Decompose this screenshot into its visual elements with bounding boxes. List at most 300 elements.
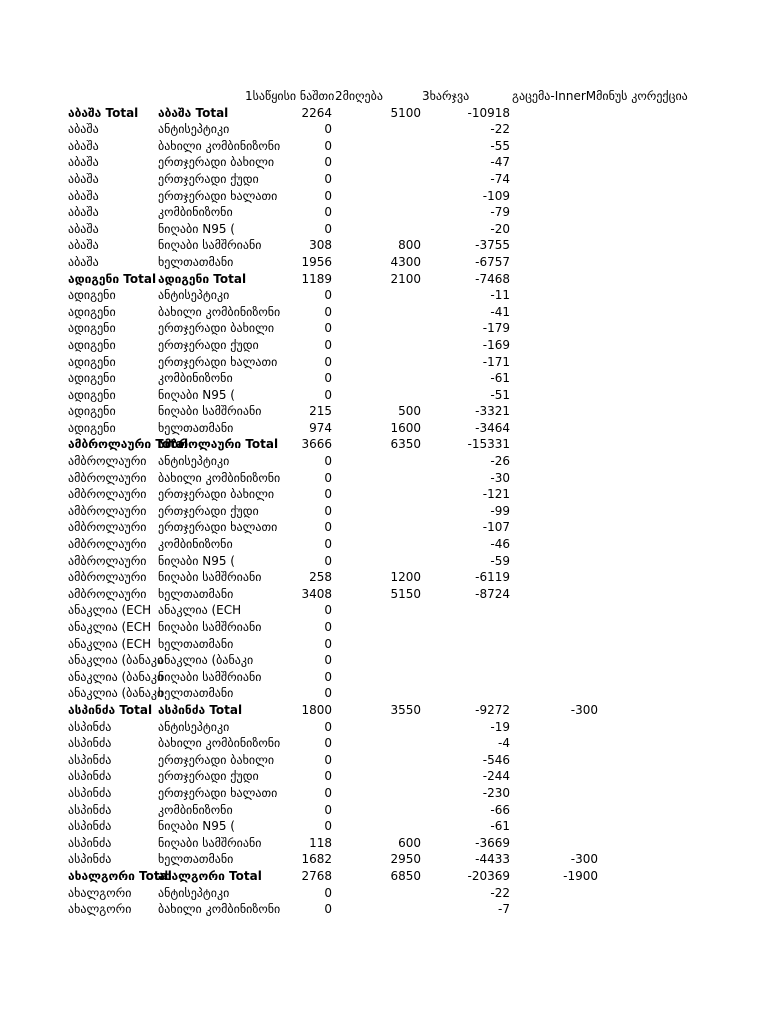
table-row (0, 470, 768, 487)
start-cell: 0 (324, 719, 332, 734)
received-cell (340, 154, 421, 171)
item-cell: ნიღაბი სამშრიანი (158, 669, 262, 684)
received-cell (340, 752, 421, 769)
spent-cell: -19 (490, 719, 510, 734)
out-cell (520, 204, 598, 221)
spent-cell: -7 (498, 902, 510, 917)
out-cell (520, 503, 598, 520)
item-cell: კომბინიზონი (158, 802, 233, 817)
item-cell: ბახილი კომბინიზონი (158, 736, 281, 751)
region-cell: აბაშა (68, 221, 99, 236)
spent-cell: -171 (482, 354, 510, 369)
table-row (0, 735, 768, 752)
table-body (0, 105, 768, 918)
start-cell: 0 (324, 603, 332, 618)
spent-cell: -3669 (475, 835, 510, 850)
received-cell: 2950 (390, 852, 421, 867)
out-cell (520, 370, 598, 387)
start-cell: 0 (324, 155, 332, 170)
item-cell: ხელთათმანი (158, 636, 234, 651)
spent-cell: -230 (482, 785, 510, 800)
table-row (0, 685, 768, 702)
item-cell: ხელთათმანი (158, 852, 234, 867)
out-cell (520, 304, 598, 321)
region-cell: ადიგენი (68, 420, 116, 435)
spreadsheet (0, 88, 768, 918)
start-cell: 3666 (301, 437, 332, 452)
item-cell: ბახილი კომბინიზონი (158, 138, 281, 153)
received-cell: 6350 (390, 437, 421, 452)
start-cell: 0 (324, 902, 332, 917)
table-row (0, 403, 768, 420)
spent-cell: -7468 (475, 271, 510, 286)
item-cell: ნიღაბი სამშრიანი (158, 570, 262, 585)
spent-cell: -6119 (475, 570, 510, 585)
region-cell: ასპინძა (68, 802, 112, 817)
received-cell: 5100 (390, 105, 421, 120)
received-cell (340, 619, 421, 636)
region-cell: აბაშა (68, 254, 99, 269)
start-cell: 2768 (301, 868, 332, 883)
spent-cell: -51 (490, 387, 510, 402)
item-cell: ნიღაბი სამშრიანი (158, 835, 262, 850)
region-cell: ამბროლაური (68, 487, 147, 502)
spent-cell: -99 (490, 503, 510, 518)
table-row (0, 569, 768, 586)
out-cell (520, 636, 598, 653)
start-cell: 0 (324, 487, 332, 502)
header-start: 1საწყისი ნაშთი (245, 89, 335, 103)
received-cell (340, 901, 421, 918)
start-cell: 258 (309, 570, 332, 585)
table-row (0, 586, 768, 603)
start-cell: 0 (324, 354, 332, 369)
start-cell: 1189 (301, 271, 332, 286)
start-cell: 0 (324, 885, 332, 900)
table-row (0, 486, 768, 503)
table-row (0, 453, 768, 470)
region-cell: ასპინძა (68, 819, 112, 834)
out-cell: -300 (570, 702, 598, 717)
start-cell: 0 (324, 304, 332, 319)
start-cell: 0 (324, 321, 332, 336)
out-cell (520, 652, 598, 669)
region-cell: ანაკლია (ბანაკი (68, 653, 164, 668)
region-cell: ამბროლაური (68, 503, 147, 518)
start-cell: 308 (309, 238, 332, 253)
out-cell (520, 337, 598, 354)
out-cell (520, 685, 598, 702)
start-cell: 974 (309, 420, 332, 435)
region-cell: ასპინძა Total (68, 702, 153, 717)
region-cell: ადიგენი (68, 354, 116, 369)
out-cell (520, 154, 598, 171)
start-cell: 0 (324, 636, 332, 651)
received-cell (340, 370, 421, 387)
item-cell: ერთჯერადი ხალათი (158, 354, 278, 369)
spent-cell: -59 (490, 553, 510, 568)
start-cell: 0 (324, 669, 332, 684)
item-cell: ამბროლაური Total (158, 437, 279, 452)
spent-cell: -3321 (475, 404, 510, 419)
table-row (0, 719, 768, 736)
received-cell (340, 719, 421, 736)
table-row (0, 237, 768, 254)
start-cell: 0 (324, 537, 332, 552)
region-cell: ამბროლაური (68, 470, 147, 485)
item-cell: ერთჯერადი ბახილი (158, 752, 275, 767)
region-cell: ადიგენი (68, 387, 116, 402)
table-row (0, 436, 768, 453)
out-cell (520, 553, 598, 570)
received-cell (340, 304, 421, 321)
out-cell (520, 420, 598, 437)
region-cell: აბაშა Total (68, 105, 139, 120)
item-cell: აბაშა Total (158, 105, 229, 120)
out-cell (520, 171, 598, 188)
region-cell: ანაკლია (ბანაკი (68, 686, 164, 701)
start-cell: 0 (324, 171, 332, 186)
received-cell (340, 337, 421, 354)
table-row (0, 553, 768, 570)
received-cell: 4300 (390, 254, 421, 269)
received-cell: 600 (398, 835, 421, 850)
start-cell: 0 (324, 620, 332, 634)
region-cell: აბაშა (68, 238, 99, 253)
start-cell: 0 (324, 221, 332, 236)
start-cell: 0 (324, 288, 332, 303)
item-cell: ხელთათმანი (158, 254, 234, 269)
region-cell: ამბროლაური (68, 520, 147, 535)
spent-cell: -6757 (475, 254, 510, 269)
region-cell: აბაშა (68, 122, 99, 137)
received-cell: 5150 (390, 586, 421, 601)
spent-cell: -10918 (467, 105, 510, 120)
start-cell: 0 (324, 686, 332, 701)
spent-cell: -3755 (475, 238, 510, 253)
spent-cell: -74 (490, 171, 510, 186)
region-cell: ასპინძა (68, 785, 112, 800)
out-cell (520, 453, 598, 470)
out-cell (520, 237, 598, 254)
out-cell (520, 354, 598, 371)
table-row (0, 702, 768, 719)
item-cell: ახალგორი Total (158, 868, 262, 883)
received-cell: 6850 (390, 868, 421, 883)
start-cell: 0 (324, 736, 332, 751)
table-row (0, 271, 768, 288)
out-cell (520, 536, 598, 553)
received-cell (340, 553, 421, 570)
out-cell (520, 403, 598, 420)
item-cell: კომბინიზონი (158, 537, 233, 552)
item-cell: ანტისეპტიკი (158, 288, 230, 303)
start-cell: 0 (324, 122, 332, 137)
spent-cell: -61 (490, 371, 510, 386)
spent-cell: -22 (490, 885, 510, 900)
spent-cell (430, 669, 510, 686)
spent-cell: -20 (490, 221, 510, 236)
received-cell (340, 221, 421, 238)
table-row (0, 154, 768, 171)
item-cell: კომბინიზონი (158, 371, 233, 386)
table-row (0, 503, 768, 520)
item-cell: ნიღაბი სამშრიანი (158, 238, 262, 253)
out-cell (520, 121, 598, 138)
received-cell: 800 (398, 238, 421, 253)
item-cell: ნიღაბი N95 ( (158, 387, 235, 402)
received-cell (340, 470, 421, 487)
table-row (0, 254, 768, 271)
spent-cell (430, 636, 510, 653)
table-row (0, 835, 768, 852)
item-cell: ერთჯერადი ხალათი (158, 785, 278, 800)
region-cell: ასპინძა (68, 752, 112, 767)
received-cell (340, 503, 421, 520)
region-cell: ამბროლაური (68, 586, 147, 601)
table-row (0, 354, 768, 371)
out-cell (520, 486, 598, 503)
table-row (0, 868, 768, 885)
item-cell: კომბინიზონი (158, 205, 233, 220)
header-received: 2მიღება (335, 89, 383, 103)
item-cell: ერთჯერადი ბახილი (158, 487, 275, 502)
received-cell: 3550 (390, 702, 421, 717)
out-cell (520, 785, 598, 802)
region-cell: ადიგენი (68, 371, 116, 386)
received-cell (340, 121, 421, 138)
start-cell: 0 (324, 503, 332, 518)
spent-cell: -169 (482, 337, 510, 352)
start-cell: 0 (324, 205, 332, 220)
out-cell (520, 519, 598, 536)
spent-cell: -79 (490, 205, 510, 220)
received-cell (340, 519, 421, 536)
region-cell: ადიგენი (68, 337, 116, 352)
start-cell: 215 (309, 404, 332, 419)
spent-cell (430, 602, 510, 619)
start-cell: 0 (324, 752, 332, 767)
received-cell (340, 802, 421, 819)
item-cell: ბახილი კომბინიზონი (158, 304, 281, 319)
table-row (0, 602, 768, 619)
item-cell: ნიღაბი N95 ( (158, 221, 235, 236)
received-cell (340, 320, 421, 337)
table-row (0, 619, 768, 636)
received-cell (340, 768, 421, 785)
region-cell: ადიგენი (68, 321, 116, 336)
out-cell (520, 387, 598, 404)
spent-cell: -61 (490, 819, 510, 834)
item-cell: ერთჯერადი ხალათი (158, 188, 278, 203)
region-cell: ანაკლია (ECH (68, 603, 152, 618)
table-row (0, 304, 768, 321)
region-cell: აბაშა (68, 138, 99, 153)
table-row (0, 901, 768, 918)
spent-cell (430, 619, 510, 636)
received-cell: 1200 (390, 570, 421, 585)
table-row (0, 768, 768, 785)
item-cell: ბახილი კომბინიზონი (158, 902, 281, 917)
received-cell (340, 685, 421, 702)
start-cell: 0 (324, 188, 332, 203)
table-row (0, 636, 768, 653)
out-cell (520, 802, 598, 819)
start-cell: 0 (324, 802, 332, 817)
received-cell (340, 171, 421, 188)
spent-cell: -46 (490, 537, 510, 552)
spent-cell: -66 (490, 802, 510, 817)
item-cell: ნიღაბი სამშრიანი (158, 620, 262, 634)
start-cell: 0 (324, 138, 332, 153)
received-cell: 500 (398, 404, 421, 419)
header-out: გაცემა-InnerMმინუს კორექცია (512, 89, 688, 103)
spent-cell: -107 (482, 520, 510, 535)
region-cell: ახალგორი (68, 902, 132, 917)
item-cell: ასპინძა Total (158, 702, 243, 717)
item-cell: ნიღაბი სამშრიანი (158, 404, 262, 419)
region-cell: ადიგენი (68, 304, 116, 319)
out-cell (520, 719, 598, 736)
item-cell: ადიგენი Total (158, 271, 247, 286)
item-cell: ნიღაბი N95 ( (158, 553, 235, 568)
spent-cell: -8724 (475, 586, 510, 601)
region-cell: ახალგორი (68, 885, 132, 900)
received-cell (340, 138, 421, 155)
received-cell (340, 669, 421, 686)
spent-cell: -20369 (467, 868, 510, 883)
out-cell: -1900 (563, 868, 598, 883)
received-cell (340, 735, 421, 752)
table-row (0, 105, 768, 122)
region-cell: ანაკლია (ბანაკი (68, 669, 164, 684)
out-cell (520, 436, 598, 453)
spent-cell: -121 (482, 487, 510, 502)
out-cell (520, 901, 598, 918)
spent-cell: -11 (490, 288, 510, 303)
item-cell: ხელთათმანი (158, 686, 234, 701)
spent-cell: -109 (482, 188, 510, 203)
table-row (0, 752, 768, 769)
spent-cell: -26 (490, 454, 510, 469)
out-cell (520, 105, 598, 122)
received-cell (340, 818, 421, 835)
region-cell: ადიგენი Total (68, 271, 157, 286)
start-cell: 0 (324, 371, 332, 386)
spent-cell: -41 (490, 304, 510, 319)
out-cell (520, 320, 598, 337)
table-row (0, 785, 768, 802)
spent-cell: -15331 (467, 437, 510, 452)
region-cell: აბაშა (68, 155, 99, 170)
received-cell (340, 602, 421, 619)
spent-cell: -244 (482, 769, 510, 784)
spent-cell: -22 (490, 122, 510, 137)
item-cell: ანაკლია (ECH (158, 603, 242, 618)
start-cell: 0 (324, 337, 332, 352)
item-cell: ბახილი კომბინიზონი (158, 470, 281, 485)
out-cell (520, 885, 598, 902)
region-cell: ამბროლაური (68, 454, 147, 469)
out-cell: -300 (570, 852, 598, 867)
region-cell: აბაშა (68, 205, 99, 220)
received-cell (340, 636, 421, 653)
received-cell: 2100 (390, 271, 421, 286)
out-cell (520, 254, 598, 271)
item-cell: ნიღაბი N95 ( (158, 819, 235, 834)
item-cell: ანტისეპტიკი (158, 454, 230, 469)
region-cell: ამბროლაური (68, 570, 147, 585)
table-row (0, 669, 768, 686)
table-row (0, 387, 768, 404)
table-row (0, 138, 768, 155)
table-row (0, 851, 768, 868)
spent-cell: -179 (482, 321, 510, 336)
region-cell: ამბროლაური (68, 553, 147, 568)
spent-cell: -30 (490, 470, 510, 485)
start-cell: 1956 (301, 254, 332, 269)
table-row (0, 320, 768, 337)
region-cell: ამბროლაური Total (68, 437, 189, 452)
item-cell: ერთჯერადი ბახილი (158, 321, 275, 336)
region-cell: აბაშა (68, 171, 99, 186)
table-row (0, 519, 768, 536)
out-cell (520, 188, 598, 205)
start-cell: 2264 (301, 105, 332, 120)
received-cell (340, 486, 421, 503)
spent-cell: -4 (498, 736, 510, 751)
region-cell: ახალგორი Total (68, 868, 172, 883)
out-cell (520, 669, 598, 686)
start-cell: 0 (324, 454, 332, 469)
region-cell: ასპინძა (68, 852, 112, 867)
region-cell: ანაკლია (ECH (68, 636, 152, 651)
out-cell (520, 271, 598, 288)
start-cell: 0 (324, 819, 332, 834)
region-cell: აბაშა (68, 188, 99, 203)
spent-cell: -47 (490, 155, 510, 170)
out-cell (520, 221, 598, 238)
received-cell (340, 652, 421, 669)
item-cell: ანაკლია (ბანაკი (158, 653, 254, 668)
table-row (0, 221, 768, 238)
table-row (0, 121, 768, 138)
region-cell: ადიგენი (68, 404, 116, 419)
table-row (0, 536, 768, 553)
region-cell: ასპინძა (68, 835, 112, 850)
out-cell (520, 470, 598, 487)
start-cell: 0 (324, 769, 332, 784)
table-row (0, 370, 768, 387)
received-cell (340, 453, 421, 470)
table-row (0, 287, 768, 304)
item-cell: ანტისეპტიკი (158, 885, 230, 900)
spent-cell: -3464 (475, 420, 510, 435)
header-spent: 3ხარჯვა (422, 89, 470, 103)
received-cell (340, 188, 421, 205)
spent-cell: -55 (490, 138, 510, 153)
spent-cell: -9272 (475, 702, 510, 717)
start-cell: 0 (324, 553, 332, 568)
item-cell: ანტისეპტიკი (158, 122, 230, 137)
region-cell: ანაკლია (ECH (68, 620, 152, 634)
received-cell (340, 354, 421, 371)
out-cell (520, 602, 598, 619)
out-cell (520, 835, 598, 852)
table-row (0, 818, 768, 835)
table-row (0, 204, 768, 221)
received-cell (340, 387, 421, 404)
